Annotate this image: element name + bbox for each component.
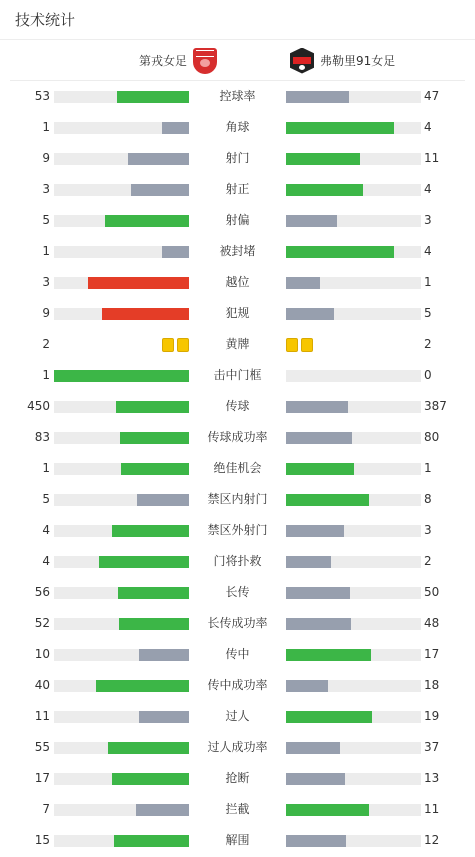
away-value: 80 (424, 430, 440, 444)
away-bar-fill (286, 91, 349, 103)
stat-row (0, 360, 475, 391)
stat-row (0, 453, 475, 484)
home-bar-fill (117, 91, 189, 103)
away-bar-track (286, 742, 421, 754)
stat-row (0, 267, 475, 298)
stat-row (0, 515, 475, 546)
stat-label: 黄牌 (225, 337, 250, 351)
home-value: 40 (34, 678, 50, 692)
home-bar-track (54, 742, 189, 754)
away-value: 13 (424, 771, 440, 785)
away-bar-track (286, 215, 421, 227)
away-bar-fill (286, 122, 394, 134)
home-bar-track (54, 432, 189, 444)
away-bar-track (286, 401, 421, 413)
home-bar-fill (128, 153, 189, 165)
away-yellow-cards (286, 338, 313, 352)
away-bar-track (286, 525, 421, 537)
home-bar-track (54, 649, 189, 661)
stat-label: 控球率 (219, 89, 256, 103)
home-value: 15 (34, 833, 50, 847)
stat-row (0, 174, 475, 205)
home-bar-track (54, 773, 189, 785)
stat-label: 解围 (225, 833, 250, 847)
away-value: 17 (424, 647, 440, 661)
stat-label: 传球成功率 (207, 430, 268, 444)
home-bar-fill (96, 680, 189, 692)
stat-row (0, 484, 475, 515)
home-bar-track (54, 277, 189, 289)
away-bar-fill (286, 463, 354, 475)
home-bar-track (54, 122, 189, 134)
home-value: 53 (34, 89, 50, 103)
home-value: 1 (42, 461, 50, 475)
stat-label: 击中门框 (213, 368, 262, 382)
away-bar-track (286, 835, 421, 847)
away-value: 37 (424, 740, 440, 754)
stat-label: 拦截 (225, 802, 250, 816)
home-bar-track (54, 184, 189, 196)
home-bar-fill (88, 277, 189, 289)
away-value: 5 (424, 306, 432, 320)
away-value: 3 (424, 523, 432, 537)
away-team-logo-icon (290, 48, 314, 74)
away-bar-fill (286, 215, 337, 227)
home-bar-track (54, 215, 189, 227)
home-bar-fill (118, 587, 189, 599)
away-value: 11 (424, 151, 440, 165)
away-value: 1 (424, 275, 432, 289)
home-bar-fill (119, 618, 189, 630)
away-bar-track (286, 804, 421, 816)
away-bar-track (286, 308, 421, 320)
home-bar-track (54, 91, 189, 103)
section-title: 技术统计 (15, 11, 76, 29)
away-bar-track (286, 587, 421, 599)
away-bar-fill (286, 773, 345, 785)
home-value: 9 (42, 151, 50, 165)
home-value: 5 (42, 213, 50, 227)
stat-row (0, 143, 475, 174)
away-bar-track (286, 153, 421, 165)
away-team-name: 弗勒里91女足 (320, 54, 396, 68)
stat-label: 射偏 (225, 213, 250, 227)
stat-row (0, 608, 475, 639)
home-bar-track (54, 525, 189, 537)
home-value: 83 (34, 430, 50, 444)
away-value: 3 (424, 213, 432, 227)
home-bar-track (54, 246, 189, 258)
away-value: 0 (424, 368, 432, 382)
away-bar-fill (286, 587, 350, 599)
stat-label: 抢断 (225, 771, 250, 785)
stat-label: 长传成功率 (207, 616, 268, 630)
away-value: 387 (424, 399, 447, 413)
stat-row (0, 391, 475, 422)
home-bar-fill (105, 215, 189, 227)
stat-label: 角球 (225, 120, 250, 134)
home-team[interactable] (139, 40, 217, 81)
away-team[interactable] (290, 40, 395, 81)
away-value: 47 (424, 89, 440, 103)
home-bar-track (54, 463, 189, 475)
home-bar-track (54, 680, 189, 692)
home-value: 56 (34, 585, 50, 599)
home-bar-track (54, 804, 189, 816)
away-bar-fill (286, 804, 369, 816)
home-bar-fill (162, 122, 189, 134)
away-bar-fill (286, 835, 346, 847)
away-bar-track (286, 649, 421, 661)
home-bar-fill (112, 773, 189, 785)
away-bar-fill (286, 525, 344, 537)
away-value: 18 (424, 678, 440, 692)
home-bar-track (54, 587, 189, 599)
home-value: 3 (42, 275, 50, 289)
home-bar-fill (136, 804, 189, 816)
stat-row (0, 577, 475, 608)
stat-label: 传中成功率 (207, 678, 268, 692)
away-bar-fill (286, 618, 351, 630)
away-bar-fill (286, 246, 394, 258)
stat-row (0, 825, 475, 856)
home-value: 5 (42, 492, 50, 506)
stat-row (0, 236, 475, 267)
stat-label: 禁区内射门 (207, 492, 268, 506)
stat-row (0, 422, 475, 453)
home-bar-fill (114, 835, 189, 847)
home-value: 17 (34, 771, 50, 785)
stat-row (0, 732, 475, 763)
home-value: 4 (42, 523, 50, 537)
home-bar-fill (112, 525, 189, 537)
stat-label: 过人成功率 (207, 740, 268, 754)
home-bar-fill (162, 246, 189, 258)
home-bar-track (54, 618, 189, 630)
away-bar-fill (286, 649, 371, 661)
home-bar-fill (139, 711, 189, 723)
away-value: 1 (424, 461, 432, 475)
stat-row (0, 81, 475, 112)
home-value: 9 (42, 306, 50, 320)
away-value: 11 (424, 802, 440, 816)
home-bar-fill (131, 184, 189, 196)
away-bar-track (286, 556, 421, 568)
stat-label: 长传 (225, 585, 250, 599)
away-bar-track (286, 618, 421, 630)
away-bar-fill (286, 184, 363, 196)
stat-label: 越位 (225, 275, 250, 289)
stat-row (0, 639, 475, 670)
stat-label: 射门 (225, 151, 250, 165)
teams-row (10, 40, 465, 81)
home-bar-track (54, 153, 189, 165)
away-bar-track (286, 463, 421, 475)
away-bar-track (286, 246, 421, 258)
away-bar-fill (286, 711, 372, 723)
stat-row (0, 329, 475, 360)
home-value: 7 (42, 802, 50, 816)
home-value: 2 (42, 337, 50, 351)
home-value: 11 (34, 709, 50, 723)
home-team-logo-icon (193, 48, 217, 74)
away-bar-fill (286, 308, 334, 320)
away-bar-track (286, 680, 421, 692)
home-value: 450 (27, 399, 50, 413)
stat-row (0, 112, 475, 143)
home-bar-track (54, 556, 189, 568)
away-bar-track (286, 122, 421, 134)
away-value: 48 (424, 616, 440, 630)
stat-label: 禁区外射门 (207, 523, 268, 537)
away-value: 8 (424, 492, 432, 506)
stat-label: 过人 (225, 709, 250, 723)
away-bar-track (286, 277, 421, 289)
home-bar-fill (120, 432, 189, 444)
stat-label: 绝佳机会 (213, 461, 262, 475)
home-value: 10 (34, 647, 50, 661)
stats-list (0, 81, 475, 856)
home-bar-fill (54, 370, 189, 382)
home-bar-fill (139, 649, 189, 661)
yellow-card-icon (162, 338, 174, 352)
home-value: 3 (42, 182, 50, 196)
home-bar-fill (99, 556, 189, 568)
away-value: 4 (424, 244, 432, 258)
away-bar-fill (286, 401, 348, 413)
home-bar-track (54, 835, 189, 847)
away-bar-fill (286, 153, 360, 165)
away-value: 4 (424, 120, 432, 134)
away-value: 50 (424, 585, 440, 599)
stat-row (0, 794, 475, 825)
away-bar-track (286, 91, 421, 103)
home-value: 4 (42, 554, 50, 568)
stat-row (0, 701, 475, 732)
stat-row (0, 546, 475, 577)
home-value: 52 (34, 616, 50, 630)
home-team-name: 第戎女足 (138, 54, 187, 68)
home-bar-fill (137, 494, 189, 506)
stat-row (0, 670, 475, 701)
home-bar-track (54, 494, 189, 506)
stat-row (0, 298, 475, 329)
away-bar-fill (286, 742, 340, 754)
home-value: 1 (42, 244, 50, 258)
yellow-card-icon (286, 338, 298, 352)
away-bar-track (286, 773, 421, 785)
away-bar-track (286, 184, 421, 196)
away-bar-track (286, 494, 421, 506)
stat-label: 传球 (225, 399, 250, 413)
away-bar-track (286, 432, 421, 444)
away-value: 12 (424, 833, 440, 847)
stat-label: 射正 (225, 182, 250, 196)
away-bar-fill (286, 277, 320, 289)
home-value: 1 (42, 120, 50, 134)
home-bar-track (54, 370, 189, 382)
yellow-card-icon (177, 338, 189, 352)
home-bar-fill (102, 308, 189, 320)
away-bar-fill (286, 432, 352, 444)
away-bar-fill (286, 556, 331, 568)
away-value: 2 (424, 337, 432, 351)
away-bar-fill (286, 494, 369, 506)
away-bar-track (286, 370, 421, 382)
away-bar-track (286, 711, 421, 723)
section-header (0, 0, 475, 40)
home-bar-fill (108, 742, 189, 754)
away-value: 2 (424, 554, 432, 568)
stat-label: 犯规 (225, 306, 250, 320)
away-value: 19 (424, 709, 440, 723)
home-yellow-cards (162, 338, 189, 352)
home-value: 1 (42, 368, 50, 382)
stat-row (0, 763, 475, 794)
stat-label: 被封堵 (219, 244, 256, 258)
home-bar-track (54, 711, 189, 723)
home-value: 55 (34, 740, 50, 754)
home-bar-track (54, 401, 189, 413)
away-value: 4 (424, 182, 432, 196)
stat-row (0, 205, 475, 236)
yellow-card-icon (301, 338, 313, 352)
stat-label: 传中 (225, 647, 250, 661)
home-bar-track (54, 308, 189, 320)
away-bar-fill (286, 680, 328, 692)
home-bar-fill (116, 401, 189, 413)
home-bar-fill (121, 463, 189, 475)
stat-label: 门将扑救 (213, 554, 262, 568)
